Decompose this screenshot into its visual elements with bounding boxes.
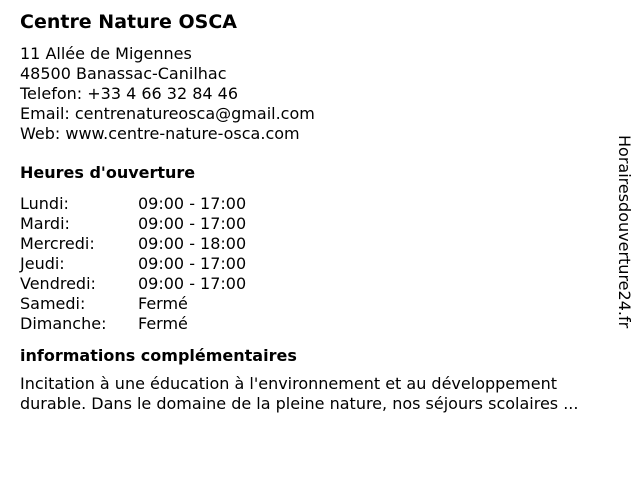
day-hours: 09:00 - 18:00 bbox=[138, 234, 247, 253]
additional-info-text bbox=[20, 374, 640, 414]
email-address: Email: centrenatureosca@gmail.com bbox=[20, 104, 315, 123]
day-hours: Fermé bbox=[138, 314, 188, 333]
hours-row-thursday bbox=[20, 254, 620, 274]
hours-row-tuesday bbox=[20, 214, 620, 234]
day-label: Vendredi: bbox=[20, 274, 96, 293]
day-label: Mardi: bbox=[20, 214, 70, 233]
address-street: 11 Allée de Migennes bbox=[20, 44, 192, 63]
day-label: Samedi: bbox=[20, 294, 86, 313]
hours-row-friday bbox=[20, 274, 620, 294]
day-label: Dimanche: bbox=[20, 314, 107, 333]
hours-row-monday bbox=[20, 194, 620, 214]
day-hours: Fermé bbox=[138, 294, 188, 313]
opening-hours-heading: Heures d'ouverture bbox=[20, 163, 196, 182]
address-city: 48500 Banassac-Canilhac bbox=[20, 64, 227, 83]
day-hours: 09:00 - 17:00 bbox=[138, 194, 247, 213]
opening-hours-table bbox=[20, 194, 620, 334]
info-line: Incitation à une éducation à l'environnement et au développement bbox=[20, 374, 557, 393]
day-hours: 09:00 - 17:00 bbox=[138, 254, 247, 273]
additional-info-heading: informations complémentaires bbox=[20, 346, 297, 365]
day-hours: 09:00 - 17:00 bbox=[138, 214, 247, 233]
business-card bbox=[20, 10, 620, 414]
contact-details bbox=[20, 44, 620, 144]
hours-row-saturday bbox=[20, 294, 620, 314]
day-hours: 09:00 - 17:00 bbox=[138, 274, 247, 293]
site-watermark: Horairesdouverture24.fr bbox=[615, 135, 634, 329]
info-line: durable. Dans le domaine de la pleine nature, nos séjours scolaires ... bbox=[20, 394, 579, 413]
business-name: Centre Nature OSCA bbox=[20, 11, 237, 33]
phone-number: Telefon: +33 4 66 32 84 46 bbox=[20, 84, 239, 103]
hours-row-wednesday bbox=[20, 234, 620, 254]
website: Web: www.centre-nature-osca.com bbox=[20, 124, 300, 143]
day-label: Mercredi: bbox=[20, 234, 95, 253]
day-label: Lundi: bbox=[20, 194, 69, 213]
day-label: Jeudi: bbox=[20, 254, 65, 273]
hours-row-sunday bbox=[20, 314, 620, 334]
